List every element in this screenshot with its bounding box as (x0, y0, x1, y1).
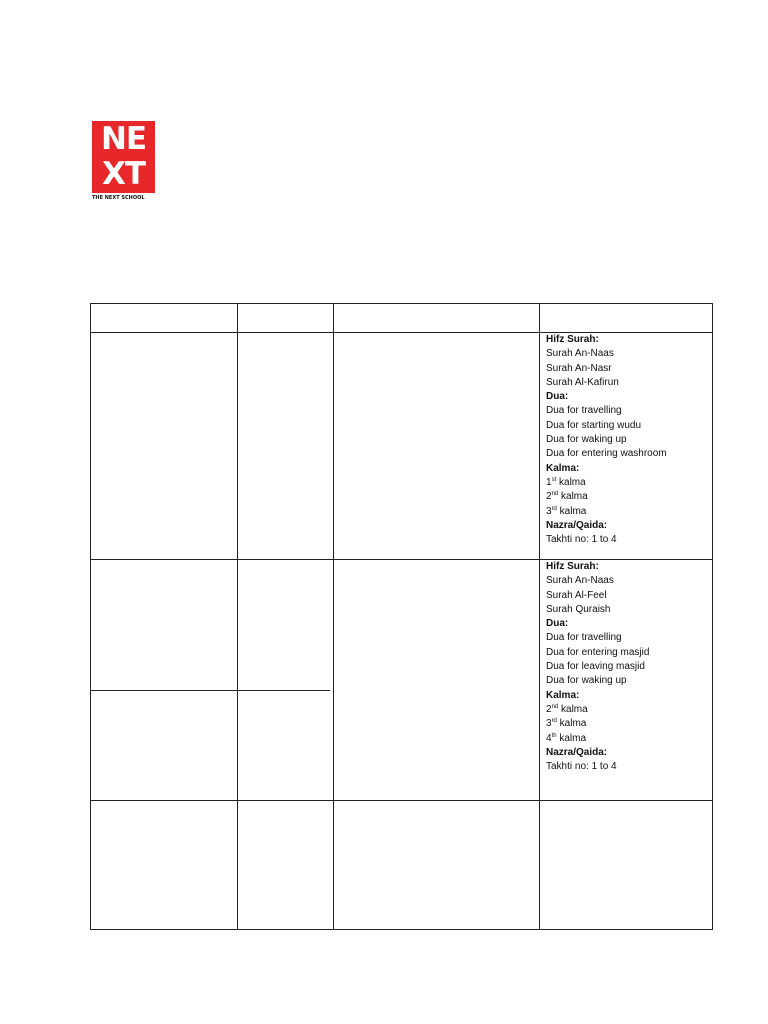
list-item (546, 717, 712, 731)
list-item: Surah An-Naas (546, 575, 614, 587)
logo-text-top: NE (100, 121, 147, 157)
ordinal-number: 3 (546, 505, 552, 517)
ordinal-text: kalma (556, 476, 586, 488)
section-heading: Dua: (546, 391, 569, 403)
ordinal-number: 1 (546, 476, 552, 488)
list-item: Takhti no: 1 to 4 (546, 534, 617, 546)
column-divider (237, 303, 238, 930)
list-item (546, 732, 712, 746)
ordinal-suffix: st (551, 476, 557, 483)
ordinal-text: kalma (558, 491, 588, 503)
list-item: Dua for travelling (546, 632, 622, 644)
column-divider (539, 303, 540, 930)
row-divider (90, 800, 713, 801)
table-cell-row2-topics (546, 560, 712, 774)
list-item: Dua for entering washroom (546, 448, 667, 460)
ordinal-number: 2 (546, 491, 552, 503)
list-item (546, 703, 712, 717)
list-item (546, 490, 712, 504)
list-item (546, 476, 712, 490)
list-item: Surah Al-Feel (546, 589, 607, 601)
list-item: Dua for waking up (546, 675, 627, 687)
ordinal-number: 2 (546, 703, 552, 715)
ordinal-suffix: nd (551, 703, 559, 710)
list-item (546, 505, 712, 519)
section-heading: Dua: (546, 618, 569, 630)
ordinal-suffix: th (551, 732, 557, 739)
section-heading: Hifz Surah: (546, 334, 599, 345)
table-border-top (90, 303, 713, 304)
section-heading: Nazra/Qaida: (546, 519, 608, 531)
section-heading: Nazra/Qaida: (546, 746, 608, 758)
list-item: Surah Quraish (546, 603, 611, 615)
table-cell-row1-topics (546, 333, 712, 547)
ordinal-suffix: rd (551, 505, 557, 512)
list-item: Dua for travelling (546, 405, 622, 417)
sub-row-divider (90, 690, 330, 691)
ordinal-suffix: nd (551, 491, 559, 498)
ordinal-text: kalma (556, 718, 587, 730)
list-item: Takhti no: 1 to 4 (546, 761, 617, 773)
logo-subtitle: THE NEXT SCHOOL (92, 195, 145, 201)
list-item: Dua for waking up (546, 434, 627, 446)
column-divider (333, 303, 334, 930)
list-item: Surah Al-Kafirun (546, 376, 619, 388)
logo-text-bottom: XT (101, 156, 146, 192)
logo-mark (92, 121, 155, 193)
ordinal-text: kalma (556, 505, 587, 517)
section-heading: Hifz Surah: (546, 561, 599, 572)
ordinal-text: kalma (558, 703, 588, 715)
section-heading: Kalma: (546, 462, 580, 474)
ordinal-number: 4 (546, 732, 552, 744)
section-heading: Kalma: (546, 689, 580, 701)
table-border-right (712, 303, 713, 930)
table-border-bottom (90, 929, 713, 930)
list-item: Surah An-Naas (546, 348, 614, 360)
list-item: Dua for starting wudu (546, 419, 642, 431)
list-item: Dua for entering masjid (546, 646, 650, 658)
table-border-left (90, 303, 91, 930)
ordinal-text: kalma (556, 732, 587, 744)
list-item: Dua for leaving masjid (546, 661, 645, 673)
ordinal-number: 3 (546, 718, 552, 730)
list-item: Surah An-Nasr (546, 362, 612, 374)
ordinal-suffix: rd (551, 718, 557, 725)
school-logo (92, 121, 156, 201)
